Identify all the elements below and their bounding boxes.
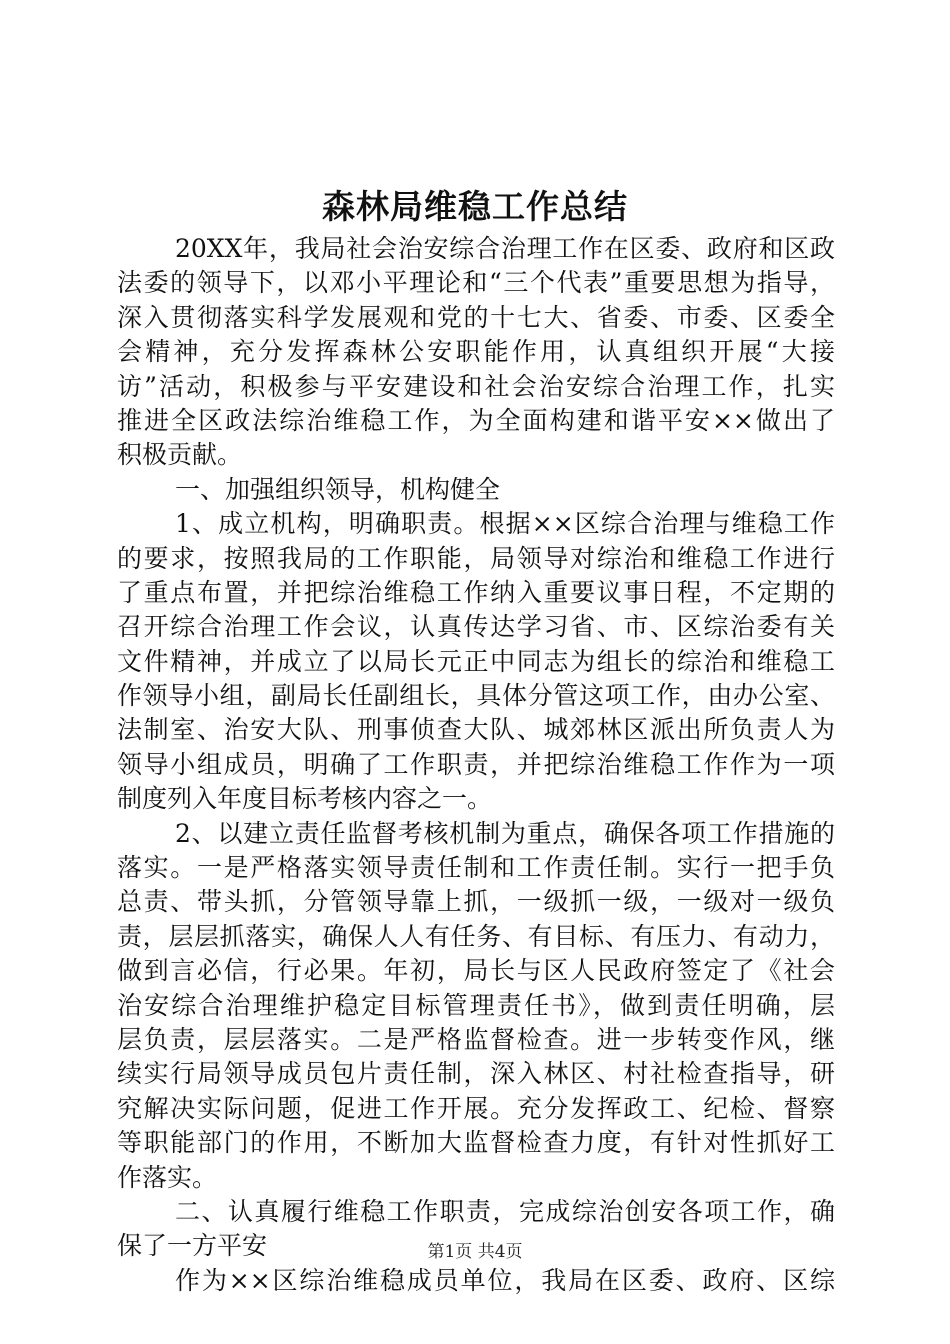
- document-body: [117, 232, 835, 1298]
- text-line: 治安综合治理维护稳定目标管理责任书》，做到责任明确，层: [117, 990, 835, 1020]
- text-line: 作为××区综治维稳成员单位，我局在区委、政府、区综: [175, 1265, 835, 1295]
- text-line: 法制室、治安大队、刑事侦查大队、城郊林区派出所负责人为: [117, 715, 835, 745]
- text-line: 了重点布置，并把综治维稳工作纳入重要议事日程，不定期的: [117, 577, 835, 607]
- text-line: 1、成立机构，明确职责。根据××区综合治理与维稳工作: [175, 509, 835, 539]
- text-line: 等职能部门的作用，不断加大监督检查力度，有针对性抓好工: [117, 1128, 835, 1158]
- text-line: 二、认真履行维稳工作职责，完成综治创安各项工作，确: [175, 1196, 835, 1226]
- text-line: 作领导小组，副局长任副组长，具体分管这项工作，由办公室、: [117, 681, 835, 711]
- text-line: 的要求，按照我局的工作职能，局领导对综治和维稳工作进行: [117, 543, 835, 573]
- text-line: 制度列入年度目标考核内容之一。: [117, 784, 493, 814]
- document-title: 森林局维稳工作总结: [322, 187, 628, 226]
- text-line: 20XX年，我局社会治安综合治理工作在区委、政府和区政: [175, 234, 835, 263]
- text-line: 究解决实际问题，促进工作开展。充分发挥政工、纪检、督察: [117, 1093, 835, 1123]
- text-line: 一、加强组织领导，机构健全: [175, 474, 501, 504]
- text-line: 2、以建立责任监督考核机制为重点，确保各项工作措施的: [175, 818, 835, 848]
- text-line: 落实。一是严格落实领导责任制和工作责任制。实行一把手负: [117, 853, 835, 883]
- text-line: 法委的领导下，以邓小平理论和“三个代表”重要思想为指导，: [117, 268, 835, 298]
- text-line: 总责、带头抓，分管领导靠上抓，一级抓一级，一级对一级负: [117, 887, 835, 917]
- text-line: 推进全区政法综治维稳工作，为全面构建和谐平安××做出了: [117, 405, 835, 435]
- text-line: 保了一方平安: [117, 1231, 268, 1261]
- text-line: 深入贯彻落实科学发展观和党的十七大、省委、市委、区委全: [117, 302, 835, 332]
- text-line: 续实行局领导成员包片责任制，深入林区、村社检查指导，研: [117, 1059, 835, 1089]
- text-line: 领导小组成员，明确了工作职责，并把综治维稳工作作为一项: [117, 749, 835, 779]
- text-line: 做到言必信，行必果。年初，局长与区人民政府签定了《社会: [117, 956, 835, 986]
- text-line: 积极贡献。: [117, 440, 243, 470]
- page-footer: 第1页 共4页: [427, 1242, 523, 1262]
- text-line: 层负责，层层落实。二是严格监督检查。进一步转变作风，继: [117, 1024, 835, 1054]
- text-line: 召开综合治理工作会议，认真传达学习省、市、区综治委有关: [117, 612, 835, 642]
- text-line: 文件精神，并成立了以局长元正中同志为组长的综治和维稳工: [117, 646, 835, 676]
- text-line: 会精神，充分发挥森林公安职能作用，认真组织开展“大接: [117, 337, 835, 367]
- text-line: 作落实。: [117, 1162, 218, 1192]
- text-line: 访”活动，积极参与平安建设和社会治安综合治理工作，扎实: [117, 371, 835, 401]
- text-line: 责，层层抓落实，确保人人有任务、有目标、有压力、有动力，: [117, 921, 835, 951]
